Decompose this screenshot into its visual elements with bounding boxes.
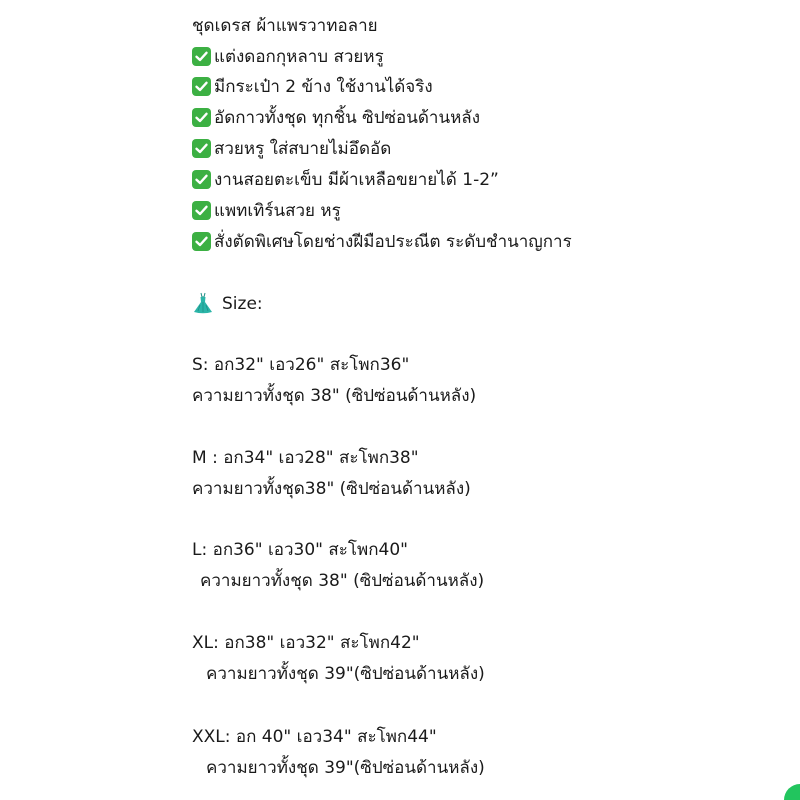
size-heading <box>192 292 263 315</box>
feature-item <box>192 169 499 191</box>
check-mark-button-icon <box>192 170 211 189</box>
feature-text: แต่งดอกกุหลาบ สวยหรู <box>214 47 384 67</box>
feature-item <box>192 200 341 222</box>
size-length: ความยาวทั้งชุด38" (ซิปซ่อนด้านหลัง) <box>192 479 471 499</box>
check-mark-button-icon <box>192 47 211 66</box>
check-mark-button-icon <box>192 77 211 96</box>
check-mark-button-icon <box>192 201 211 220</box>
size-measure: XL: อก38" เอว32" สะโพก42" <box>192 633 420 653</box>
size-measure: M : อก34" เอว28" สะโพก38" <box>192 448 419 468</box>
feature-text: มีกระเป๋า 2 ข้าง ใช้งานได้จริง <box>214 77 433 97</box>
check-mark-button-icon <box>192 139 211 158</box>
feature-text: แพทเทิร์นสวย หรู <box>214 201 341 221</box>
check-mark-button-icon <box>192 232 211 251</box>
size-measure: L: อก36" เอว30" สะโพก40" <box>192 540 408 560</box>
size-measure: XXL: อก 40" เอว34" สะโพก44" <box>192 727 437 747</box>
feature-item <box>192 76 433 98</box>
dress-icon <box>192 292 214 314</box>
check-mark-button-icon <box>192 108 211 127</box>
feature-text: งานสอยตะเข็บ มีผ้าเหลือขยายได้ 1-2” <box>214 170 499 190</box>
feature-text: สั่งตัดพิเศษโดยช่างฝีมือประณีต ระดับชำนาญการ <box>214 232 572 252</box>
feature-text: อัดกาวทั้งชุด ทุกชิ้น ซิปซ่อนด้านหลัง <box>214 108 481 128</box>
feature-item <box>192 231 572 253</box>
feature-text: สวยหรู ใส่สบายไม่อึดอัด <box>214 139 392 159</box>
product-title: ชุดเดรส ผ้าแพรวาทอลาย <box>192 16 378 36</box>
size-heading-text: Size: <box>222 294 263 314</box>
size-length: ความยาวทั้งชุด 39"(ซิปซ่อนด้านหลัง) <box>206 664 485 684</box>
size-length: ความยาวทั้งชุด 39"(ซิปซ่อนด้านหลัง) <box>206 758 485 778</box>
size-measure: S: อก32" เอว26" สะโพก36" <box>192 355 410 375</box>
size-length: ความยาวทั้งชุด 38" (ซิปซ่อนด้านหลัง) <box>192 386 477 406</box>
size-length: ความยาวทั้งชุด 38" (ซิปซ่อนด้านหลัง) <box>200 571 485 591</box>
feature-item <box>192 138 391 160</box>
feature-item <box>192 107 480 129</box>
feature-item <box>192 46 384 68</box>
